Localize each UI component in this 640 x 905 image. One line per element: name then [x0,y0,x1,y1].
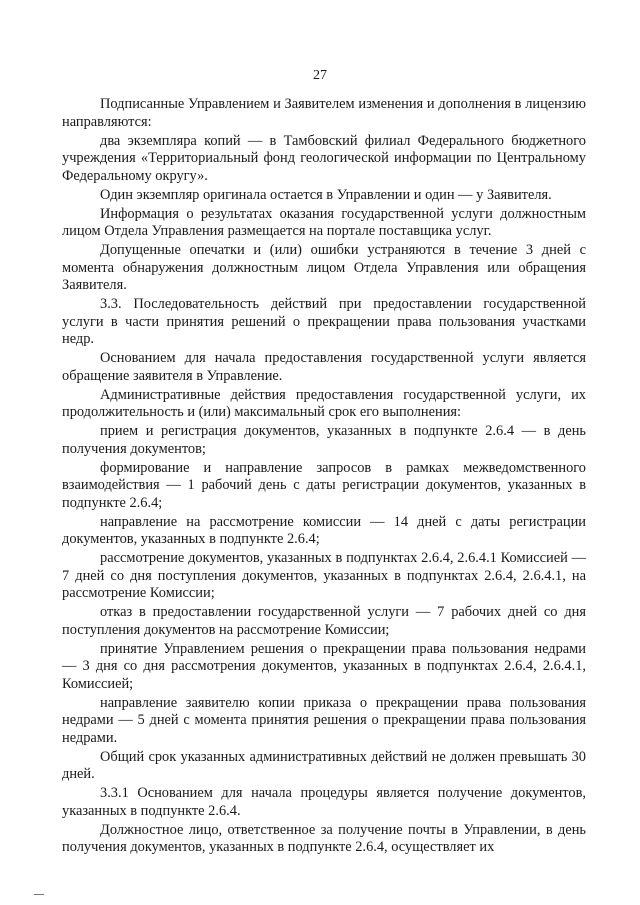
list-item: рассмотрение документов, указанных в подпунктах 2.6.4, 2.6.4.1 Комиссией — 7 дней со дня поступления документов, указанных в подпунктах 2.6.4, 2.6.4.1, на рассмотрение Комиссии; [62,550,586,601]
paragraph: Административные действия предоставления государственной услуги, их продолжительность и (или) максимальный срок его выполнения: [62,386,586,420]
section-heading-3-3-1: 3.3.1 Основанием для начала процедуры является получение документов, указанных в подпункте 2.6.4. [62,785,586,819]
page-number: 27 [313,68,327,83]
paragraph: Информация о результатах оказания государственной услуги должностным лицом Отдела Управления размещается на портале поставщика услуг. [62,205,586,239]
list-item: направление заявителю копии приказа о прекращении права пользования недрами — 5 дней с момента принятия решения о прекращении права пользования недрами. [62,694,586,746]
paragraph: Подписанные Управлением и Заявителем изменения и дополнения в лицензию направляются: [62,96,586,130]
paragraph: Основанием для начала предоставления государственной услуги является обращение заявителя в Управление. [62,350,586,384]
list-item: прием и регистрация документов, указанных в подпункте 2.6.4 — в день получения документов; [62,423,586,457]
paragraph: Должностное лицо, ответственное за получение почты в Управлении, в день получения документов, указанных в подпункте 2.6.4, осуществляет их [62,821,586,855]
list-item: отказ в предоставлении государственной услуги — 7 рабочих дней со дня поступления документов на рассмотрение Комиссии; [62,604,586,638]
paragraph: два экземпляра копий — в Тамбовский филиал Федерального бюджетного учреждения «Территориальный фонд геологической информации по Центральному Федеральному округу». [62,132,586,184]
paragraph: Допущенные опечатки и (или) ошибки устраняются в течение 3 дней с момента обнаружения должностным лицом Отдела Управления или обращения Заявителя. [62,242,586,293]
section-heading-3-3: 3.3. Последовательность действий при предоставлении государственной услуги в части принятия решений о прекращении права пользования участками недр. [62,296,586,347]
document-body [62,96,586,858]
scan-mark [34,894,44,895]
list-item: направление на рассмотрение комиссии — 14 дней с даты регистрации документов, указанных в подпункте 2.6.4; [62,513,586,547]
paragraph: Общий срок указанных административных действий не должен превышать 30 дней. [62,748,586,782]
list-item: формирование и направление запросов в рамках межведомственного взаимодействия — 1 рабочий день с даты регистрации документов, указанных в подпункте 2.6.4; [62,459,586,511]
paragraph: Один экземпляр оригинала остается в Управлении и один — у Заявителя. [100,186,552,203]
list-item: принятие Управлением решения о прекращении права пользования недрами — 3 дня со дня рассмотрения документов, указанных в подпунктах 2.6.4, 2.6.4.1, Комиссией; [62,640,586,692]
